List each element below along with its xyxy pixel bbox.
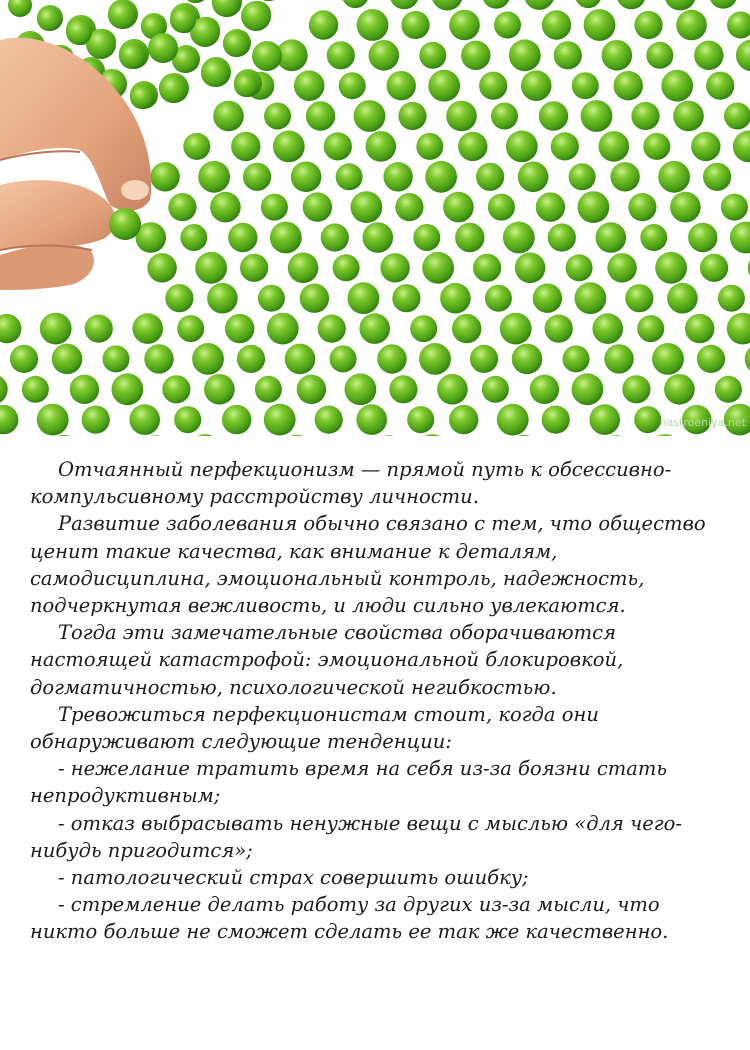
pea [697, 345, 725, 373]
pea [10, 345, 38, 373]
pea [407, 406, 434, 433]
pea [554, 41, 582, 69]
pea [482, 0, 510, 9]
pea [333, 254, 360, 281]
pea [345, 373, 377, 405]
pea [387, 71, 416, 100]
pea [428, 70, 460, 102]
pea [688, 223, 717, 252]
pea [622, 375, 650, 403]
peas-photo [0, 0, 750, 436]
pea [694, 41, 723, 70]
pea [413, 224, 440, 251]
pea [449, 10, 480, 41]
held-pea [109, 208, 141, 240]
paragraph-2: Развитие заболевания обычно связано с тем, что общество ценит такие качества, как внимание к деталям, самодисциплина, эмоциональный контроль, надежность, подчеркнутая вежливость, и люди сильно увлекаются. [30, 512, 706, 618]
pea [201, 59, 229, 87]
pea [536, 192, 565, 221]
pea [40, 313, 72, 345]
pea [545, 315, 573, 343]
pea [336, 163, 363, 190]
pea [390, 0, 419, 9]
pea [673, 101, 704, 132]
pea [542, 10, 571, 39]
pea [491, 103, 518, 130]
pea [599, 131, 630, 162]
pea [306, 101, 335, 130]
pea [634, 11, 662, 39]
pea [223, 31, 249, 57]
pea [617, 0, 646, 9]
pea [592, 313, 623, 344]
pea [524, 0, 555, 10]
pea [198, 161, 230, 193]
pea [706, 72, 734, 100]
pea [356, 404, 387, 435]
pea [288, 252, 319, 283]
pea [52, 344, 83, 375]
pea [321, 223, 349, 251]
pea [416, 434, 448, 436]
pea [458, 132, 487, 161]
pea [383, 162, 412, 191]
pea [446, 101, 477, 132]
pea [204, 374, 235, 405]
peas-illustration [0, 0, 750, 436]
pea [132, 313, 163, 344]
pea [348, 282, 380, 314]
pea [569, 163, 596, 190]
pea [354, 100, 386, 132]
pea [602, 40, 633, 71]
pea [103, 345, 130, 372]
pea [162, 375, 190, 403]
pea [503, 222, 535, 254]
pea [655, 252, 687, 284]
pea [174, 406, 201, 433]
pea [733, 131, 750, 163]
pea [70, 375, 99, 404]
pea [506, 131, 538, 163]
pea [664, 374, 695, 405]
pea [252, 41, 282, 71]
pea [727, 12, 750, 39]
pea [572, 72, 599, 99]
pea [628, 193, 656, 221]
pea [485, 285, 512, 312]
pea [85, 315, 113, 343]
pea [318, 315, 346, 343]
pea [108, 1, 136, 29]
pea [147, 253, 176, 282]
pea [676, 10, 707, 41]
pea [129, 404, 160, 435]
pea [0, 405, 18, 434]
pea [377, 344, 406, 373]
pea [243, 163, 271, 191]
pea [213, 101, 244, 132]
pea [359, 313, 390, 344]
pea [240, 254, 268, 282]
pea [548, 223, 576, 251]
pea [578, 191, 610, 223]
pea [664, 0, 696, 11]
pea [452, 314, 481, 343]
pea [165, 284, 193, 312]
pea [479, 72, 507, 100]
list-item: - отказ выбрасывать ненужные вещи с мыслью «для чего-нибудь пригодится»; [30, 811, 682, 862]
pea [315, 406, 343, 434]
pea [691, 132, 720, 161]
pea [300, 284, 329, 313]
paragraph-1: Отчаянный перфекционизм — прямой путь к обсессивно-компульсивному расстройству личности. [30, 458, 672, 509]
pea [482, 376, 509, 403]
pea [443, 192, 474, 223]
pea [130, 85, 154, 109]
pea [634, 406, 661, 433]
pea [542, 406, 570, 434]
pea [661, 70, 693, 102]
pea [324, 132, 352, 160]
pea [700, 254, 728, 282]
pea [37, 404, 69, 436]
pea [282, 435, 313, 436]
pea [500, 313, 532, 345]
pea [494, 12, 521, 39]
pea [625, 284, 653, 312]
pea [685, 314, 714, 343]
pea [389, 375, 417, 403]
pea [497, 404, 529, 436]
pea [112, 373, 144, 405]
pea [392, 284, 420, 312]
pea [309, 10, 338, 39]
pea [212, 0, 240, 17]
list-item: - патологический страх совершить ошибку; [58, 866, 529, 890]
pea [566, 254, 593, 281]
pea [264, 103, 291, 130]
pea [455, 223, 484, 252]
pea [670, 192, 701, 223]
pea [395, 193, 423, 221]
pea [715, 376, 742, 403]
pea [572, 373, 604, 405]
pea [380, 253, 409, 282]
pea [703, 163, 731, 191]
pea [228, 223, 257, 252]
pea [285, 344, 316, 375]
pea [66, 19, 92, 45]
pea [551, 132, 579, 160]
pea [727, 313, 750, 345]
pea [273, 131, 305, 163]
pea [652, 343, 684, 375]
pea [488, 194, 515, 221]
pea [530, 375, 559, 404]
pea [297, 375, 326, 404]
pea [518, 162, 549, 193]
pea [718, 285, 745, 312]
pea [724, 103, 750, 130]
pea [607, 253, 636, 282]
pea [419, 42, 446, 69]
pea [614, 71, 643, 100]
list-item: - стремление делать работу за других из-за мысли, что никто больше не сможет сделать ее так же качественно. [30, 893, 669, 944]
pea [736, 39, 750, 71]
pea [584, 9, 616, 41]
pea [473, 254, 501, 282]
pea [649, 434, 681, 436]
pea [461, 41, 490, 70]
pea [667, 283, 698, 314]
pea [195, 252, 227, 284]
pea [241, 1, 271, 31]
pea [431, 0, 463, 11]
pea [374, 435, 403, 436]
pea [270, 222, 302, 254]
pea [222, 405, 251, 434]
pea [398, 102, 426, 130]
pea [709, 0, 737, 9]
pea [581, 100, 613, 132]
pea [261, 194, 288, 221]
pea [255, 376, 282, 403]
pea [449, 405, 478, 434]
pea [601, 435, 630, 436]
list-item: - нежелание тратить время на себя из-за боязни стать непродуктивным; [30, 757, 667, 808]
pea [168, 193, 196, 221]
pea [730, 222, 750, 254]
watermark: nastroeniya.net [659, 416, 746, 429]
pea [637, 315, 664, 342]
pea [294, 70, 325, 101]
pea [0, 374, 8, 405]
pea [533, 284, 562, 313]
pea [410, 315, 437, 342]
pea [422, 252, 454, 284]
pea [745, 344, 750, 375]
pea [363, 222, 394, 253]
pea [8, 0, 32, 17]
pea [721, 194, 748, 221]
pea [610, 162, 639, 191]
pea [539, 101, 568, 130]
pea [437, 374, 468, 405]
pea [366, 131, 397, 162]
pea [596, 222, 627, 253]
pea [180, 224, 207, 251]
pea [189, 434, 221, 436]
pea [512, 344, 543, 375]
pea [640, 224, 667, 251]
pea [148, 33, 178, 63]
hand [0, 38, 151, 290]
pea [575, 282, 607, 314]
pea [170, 7, 196, 33]
pea [643, 133, 670, 160]
pea [521, 70, 552, 101]
pea [303, 192, 332, 221]
paragraph-4: Тревожиться перфекционистам стоит, когда они обнаруживают следующие тенденции: [30, 702, 599, 754]
pea [177, 315, 204, 342]
pea [351, 191, 383, 223]
pea [575, 0, 602, 8]
pea [159, 75, 187, 103]
pea [327, 41, 355, 69]
pea [225, 314, 254, 343]
pea [440, 283, 471, 314]
pea [264, 404, 296, 436]
pea [82, 406, 110, 434]
pea [267, 313, 299, 345]
pea [509, 39, 541, 71]
pea [416, 133, 443, 160]
pea [237, 345, 265, 373]
pea [210, 192, 241, 223]
pea [0, 314, 21, 343]
pea [589, 404, 620, 435]
pea [342, 0, 369, 8]
article-text [30, 456, 730, 946]
pea [37, 7, 61, 31]
pea [401, 11, 429, 39]
pea [258, 285, 285, 312]
pea [231, 132, 260, 161]
pea [604, 344, 633, 373]
pea [476, 163, 504, 191]
pea [369, 40, 400, 71]
pea [22, 376, 49, 403]
pea [425, 161, 457, 193]
pea [339, 72, 366, 99]
pea [631, 102, 659, 130]
pea [144, 344, 173, 373]
pea [141, 435, 170, 436]
paragraph-3: Тогда эти замечательные свойства оборачиваются настоящей катастрофой: эмоциональной блокировкой, догматичностью, психологической негибкостью. [30, 621, 624, 699]
pea [357, 9, 389, 41]
pea [563, 345, 590, 372]
pea [658, 161, 690, 193]
pea [192, 343, 224, 375]
pea [419, 343, 451, 375]
pea [254, 0, 282, 1]
pea [515, 252, 546, 283]
pea [119, 43, 145, 69]
pea [470, 345, 498, 373]
pea [330, 345, 357, 372]
pea [183, 133, 210, 160]
pea [234, 73, 258, 97]
pea [207, 283, 238, 314]
pea [646, 42, 673, 69]
pea [150, 162, 179, 191]
pea [291, 162, 322, 193]
